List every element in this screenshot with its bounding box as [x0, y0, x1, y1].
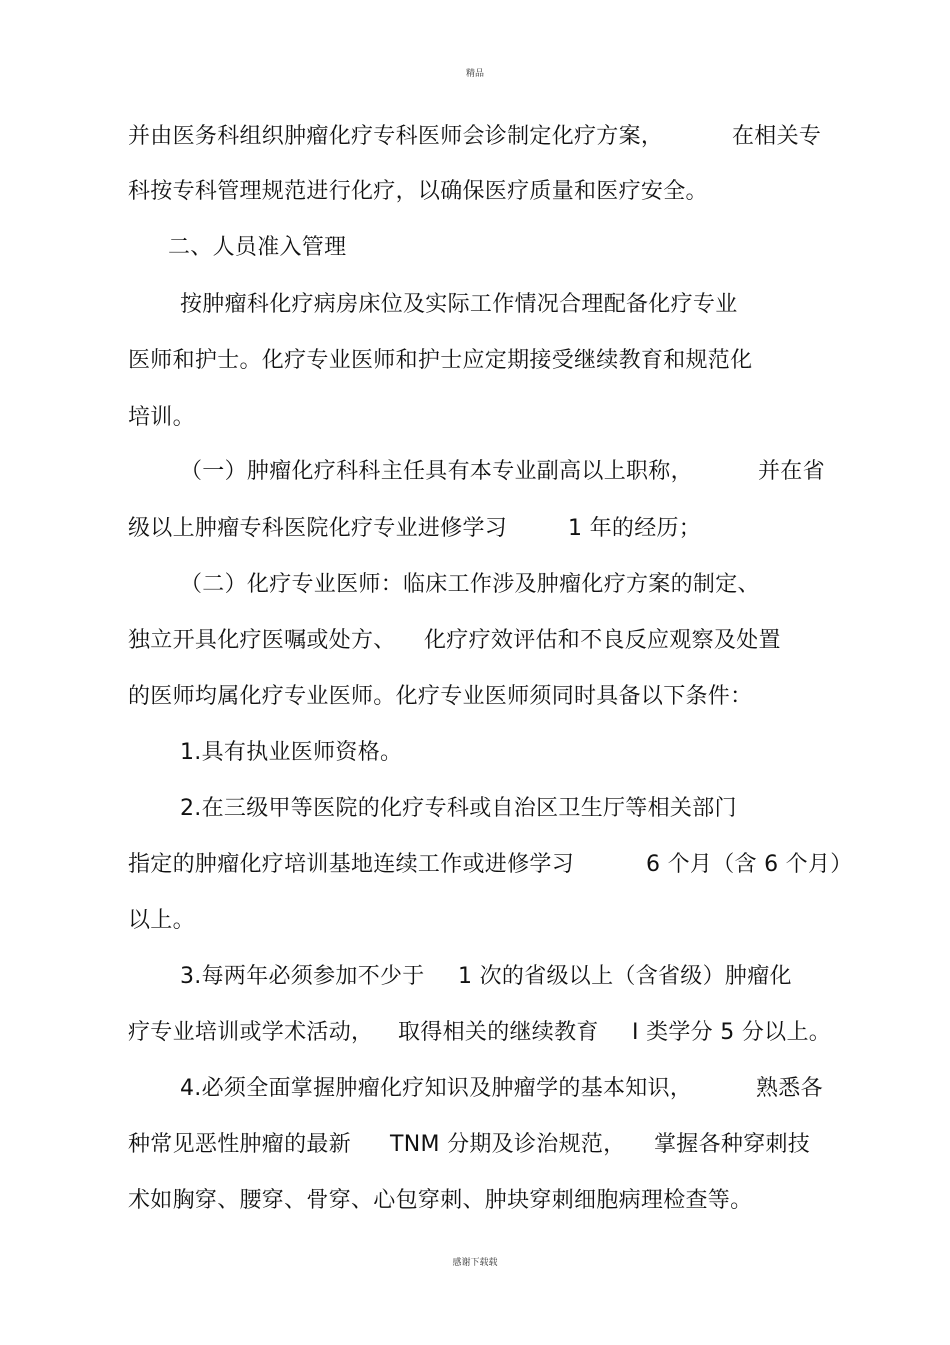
text-line: [180, 738, 402, 768]
text-segment: TNM 分期及诊治规范，: [390, 1132, 626, 1157]
text-segment: 熟悉各: [756, 1076, 823, 1101]
text-line: [128, 514, 702, 544]
text-segment: 3.每两年必须参加不少于: [180, 964, 425, 989]
text-segment: 指定的肿瘤化疗培训基地连续工作或进修学习: [128, 852, 575, 877]
text-segment: 医师和护士。化疗专业医师和护士应定期接受继续教育和规范化: [128, 348, 753, 373]
text-line: [180, 1074, 823, 1104]
text-segment: 级以上肿瘤专科医院化疗专业进修学习: [128, 516, 508, 541]
text-segment: 1.具有执业医师资格。: [180, 740, 403, 765]
text-line: [128, 403, 195, 433]
text-segment: 并由医务科组织肿瘤化疗专科医师会诊制定化疗方案，: [128, 124, 664, 149]
text-line: [128, 177, 708, 207]
text-segment: 疗专业培训或学术活动，: [128, 1020, 374, 1045]
text-segment: 2.在三级甲等医院的化疗专科或自治区卫生厅等相关部门: [180, 796, 737, 821]
text-segment: 取得相关的继续教育: [398, 1020, 599, 1045]
text-line: [128, 122, 822, 152]
text-segment: 在相关专: [732, 124, 822, 149]
text-line: [128, 850, 853, 880]
section-heading: [168, 233, 346, 263]
text-segment: 6 个月（含 6 个月）: [646, 852, 853, 877]
text-segment: 1 年的经历；: [568, 516, 702, 541]
text-line: [128, 906, 195, 936]
text-segment: 按肿瘤科化疗病房床位及实际工作情况合理配备化疗专业: [180, 292, 738, 317]
text-segment: 独立开具化疗医嘱或处方、: [128, 628, 396, 653]
text-segment: I 类学分 5 分以上。: [632, 1020, 832, 1045]
text-line: [128, 1186, 752, 1216]
text-segment: 培训。: [128, 405, 195, 430]
text-line: [180, 290, 738, 320]
text-line: [180, 794, 737, 824]
text-line: [128, 626, 781, 656]
text-segment: 1 次的省级以上（含省级）肿瘤化: [458, 964, 792, 989]
text-segment: 以上。: [128, 908, 195, 933]
page-header: 精品: [465, 69, 484, 79]
text-line: [128, 1018, 832, 1048]
text-segment: 掌握各种穿刺技: [654, 1132, 811, 1157]
text-line: [128, 682, 752, 712]
text-segment: 术如胸穿、腰穿、骨穿、心包穿刺、肿块穿刺细胞病理检查等。: [128, 1188, 753, 1213]
text-segment: 4.必须全面掌握肿瘤化疗知识及肿瘤学的基本知识，: [180, 1076, 693, 1101]
text-segment: 二、人员准入管理: [168, 235, 347, 260]
text-segment: 的医师均属化疗专业医师。化疗专业医师须同时具备以下条件：: [128, 684, 753, 709]
text-segment: 化疗疗效评估和不良反应观察及处置: [424, 628, 781, 653]
text-line: [128, 1130, 811, 1160]
text-line: [180, 962, 792, 992]
text-segment: （二）化疗专业医师：临床工作涉及肿瘤化疗方案的制定、: [180, 572, 760, 597]
text-segment: 并在省: [758, 459, 825, 484]
text-segment: 种常见恶性肿瘤的最新: [128, 1132, 352, 1157]
text-line: [128, 346, 752, 376]
text-segment: 科按专科管理规范进行化疗，以确保医疗质量和医疗安全。: [128, 179, 708, 204]
page-footer: 感谢下载载: [452, 1258, 498, 1268]
text-line: [180, 457, 825, 487]
text-line: [180, 570, 760, 600]
text-segment: （一）肿瘤化疗科科主任具有本专业副高以上职称，: [180, 459, 693, 484]
